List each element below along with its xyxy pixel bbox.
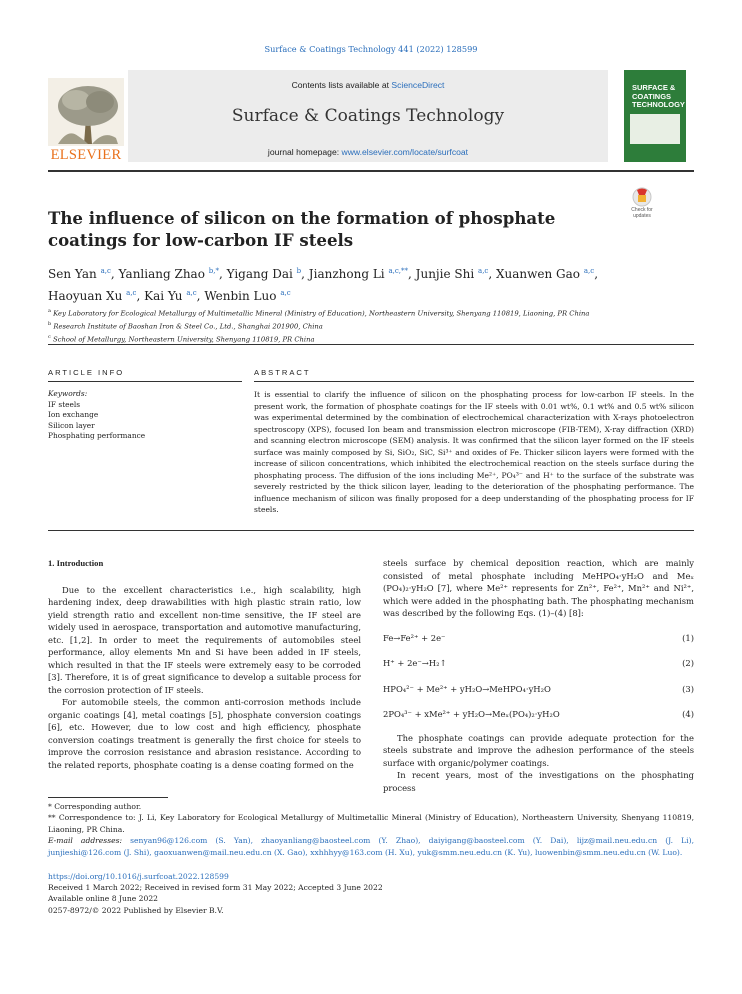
affiliation: $^b$ Research Institute of Baoshan Iron & Steel Co., Ltd., Shanghai 201900, China (48, 320, 323, 331)
sciencedirect-link[interactable]: ScienceDirect (391, 80, 445, 90)
cover-title-line: SURFACE & (632, 83, 676, 92)
footnote-rule (48, 797, 168, 798)
email-addresses[interactable]: senyan96@126.com (S. Yan), zhaoyanliang@baosteel.com (Y. Zhao), daiyigang@baosteel.com (Y. Dai), lijz@mail.neu.edu.cn (J. Li), junjieshi@126.com (J. Shi), gaoxuanwen@mail.neu.edu.cn (X. Gao), xxhhhyy@163.com (H. Xu), yuk@smm.neu.edu.cn (K. Yu), luowenbin@smm.neu.edu.cn (W. Luo). (48, 836, 694, 857)
abstract-text: It is essential to clarify the influence of silicon on the phosphating process for low-carbon IF steels. In the present work, the formation of phosphate coatings for the IF steels with 0.01 wt%, 0.1 wt% and 0.5 wt% silicon was experimental determined by the combination of electrochemical characterization with X-rays photoelectron spectroscopy (XPS), focused Ion beam and transmission electron microscope (FIB-TEM), X-ray diffraction (XRD) and scanning electron microscope (SEM) analysis. It was confirmed that the silicon layer formed on the IF steels surface was mainly composed by Si, SiO₂, SiC, Si³⁺ and oxides of Fe. Thicker silicon layers were formed with the increase of silicon concentrations, which inhibited the electrochemical reaction on the steels surface during the phosphating process. The diffusion of the ions including Me²⁺, PO₄³⁻ and H⁺ to the surface of the substrate was severely restricted by the thick silicon layer, leading to the deterioration of the phosphating performance. The influence mechanism of silicon was finally proposed for a deep understanding of the phosphating process for IF steels. (254, 390, 694, 514)
author[interactable]: Junjie Shi $^{a,c}$ (415, 267, 489, 281)
journal-citation-link[interactable]: Surface & Coatings Technology 441 (2022) 128599 (264, 44, 478, 54)
section-heading: 1. Introduction (48, 558, 104, 568)
paragraph: For automobile steels, the common anti-corrosion methods include organic coatings [4], metal coatings [5], phosphate conversion coatings [6], etc. However, due to low cost and high efficiency, phosphate conversion coatings treatment is generally the first choice for steels to improve the corrosion resistance and abrasion resistance. According to the related reports, phosphate coating is a dense coating formed on the (48, 697, 361, 770)
body-column-right (383, 557, 694, 794)
author[interactable]: Yigang Dai $^b$ (226, 267, 302, 281)
doi-link[interactable]: https://doi.org/10.1016/j.surfcoat.2022.128599 (48, 872, 229, 881)
author[interactable]: Jianzhong Li $^{a,c,**}$ (308, 267, 409, 281)
keyword[interactable]: Phosphating performance (48, 431, 146, 441)
equation-number[interactable]: (2) (682, 658, 694, 668)
article-title: The influence of silicon on the formation of phosphate coatings for low-carbon IF steels (48, 208, 556, 250)
publication-info (48, 871, 694, 916)
footnote: * Corresponding author. (48, 802, 142, 811)
keyword[interactable]: IF steels (48, 399, 81, 409)
equation: Fe→Fe²⁺ + 2e⁻ (1) (383, 626, 694, 652)
paragraph: The phosphate coatings can provide adequate protection for the steels substrate and improve the adhesion performance of the steels surface with organic/polymer coatings. (383, 732, 694, 768)
body-column-left (48, 557, 361, 771)
footnote (48, 835, 694, 858)
article-info-rule (48, 381, 242, 382)
email-label: E-mail addresses: (48, 836, 123, 846)
journal-homepage-link[interactable]: www.elsevier.com/locate/surfcoat (341, 147, 469, 157)
keyword[interactable]: Silicon layer (48, 420, 95, 430)
author[interactable]: Sen Yan $^{a,c}$ (48, 267, 111, 281)
equation-number[interactable]: (1) (682, 632, 694, 643)
footnote: ** Correspondence to: J. Li, Key Laboratory for Ecological Metallurgy of Multimetallic Mineral (Ministry of Education), Northeastern University, Shenyang 110819, Liaoning, PR China. (48, 813, 694, 834)
paragraph: steels surface by chemical deposition reaction, which are mainly consisted of metal phosphate including MeHPO₄·yH₂O and Meₓ (PO₄)₂·yH₂O [7], where Me²⁺ represents for Zn²⁺, Fe²⁺, Mn²⁺ and Ni²⁺, which were added in the phosphating bath. The phosphating mechanism was described by the following Eqs. (1)–(4) [8]: (383, 558, 694, 618)
journal-cover-thumbnail (624, 70, 686, 162)
author-list: Sen Yan $^{a,c}$, Yanliang Zhao $^{b,*}$, Yigang Dai $^b$, Jianzhong Li $^{a,c,**}$, Junjie Shi $^{a,c}$, Xuanwen Gao $^{a,c}$, Haoyuan Xu $^{a,c}$, Kai Yu $^{a,c}$, Wenbin Luo $^{a,c}$ (48, 267, 599, 303)
author[interactable]: Yanliang Zhao $^{b,*}$ (118, 267, 219, 281)
cover-title-line: COATINGS (632, 91, 672, 101)
journal-title: Surface & Coatings Technology (231, 106, 505, 126)
keyword[interactable]: Ion exchange (48, 410, 99, 420)
keywords-block (48, 389, 248, 442)
footnotes (48, 801, 694, 858)
abstract-rule (254, 381, 694, 382)
article-info-label: ARTICLE INFO (48, 368, 125, 377)
cover-title-line: TECHNOLOGY (632, 100, 685, 110)
section-rule (48, 344, 694, 345)
check-for-updates-badge[interactable]: Check for updates (624, 186, 660, 222)
equation-number[interactable]: (4) (682, 709, 694, 719)
equation: 2PO₄³⁻ + xMe²⁺ + yH₂O→Meₓ(PO₄)₂·yH₂O (4) (383, 702, 694, 728)
homepage-line: journal homepage: www.elsevier.com/locate/surfcoat (267, 147, 469, 157)
received-dates: Received 1 March 2022; Received in revised form 31 May 2022; Accepted 3 June 2022 (48, 883, 383, 893)
journal-header (128, 70, 608, 162)
header-rule (48, 170, 694, 172)
abstract-label: ABSTRACT (254, 368, 311, 377)
contents-line: Contents lists available at ScienceDirect (291, 80, 445, 90)
equation: HPO₄²⁻ + Me²⁺ + yH₂O→MeHPO₄·yH₂O (3) (383, 677, 694, 703)
paragraph: Due to the excellent characteristics i.e., high scalability, high hardening index, deep drawabilities with high plastic strain ratio, low yield strength ratio and excellent non-time sensitive, the IF steel are widely used in aerospace, transportation and automotive manufacturing, etc. [1,2]. In order to meet the requirements of automobiles steel performance, alloy elements Mn and Si have been added in IF steels, which resulted in that the IF steels were extremely easy to be corroded [3]. Therefore, it is of great significance to develop a suitable process for the corrosion protection of IF steels. (48, 584, 361, 695)
paragraph: In recent years, most of the investigations on the phosphating process (383, 770, 694, 793)
online-date: Available online 8 June 2022 (48, 894, 158, 904)
affiliation: $^c$ School of Metallurgy, Northeastern University, Shenyang 110819, PR China (48, 333, 315, 343)
publisher-name: ELSEVIER (50, 147, 122, 163)
copyright: 0257-8972/© 2022 Published by Elsevier B.V. (48, 905, 224, 915)
author[interactable]: Xuanwen Gao $^{a,c}$ (495, 267, 595, 281)
author[interactable]: Kai Yu $^{a,c}$ (144, 289, 197, 303)
check-updates-icon (624, 186, 660, 208)
keywords-heading: Keywords: (48, 389, 88, 398)
section-rule (48, 530, 694, 531)
affiliations (48, 306, 688, 344)
equation-number[interactable]: (3) (682, 683, 694, 694)
author[interactable]: Haoyuan Xu $^{a,c}$ (48, 289, 137, 303)
affiliation: $^a$ Key Laboratory for Ecological Metallurgy of Multimetallic Mineral (Ministry of Education), Northeastern University, Shenyang 110819, Liaoning, PR China (48, 308, 590, 318)
equation: H⁺ + 2e⁻→H₂↑ (2) (383, 651, 694, 677)
author[interactable]: Wenbin Luo $^{a,c}$ (204, 289, 291, 303)
